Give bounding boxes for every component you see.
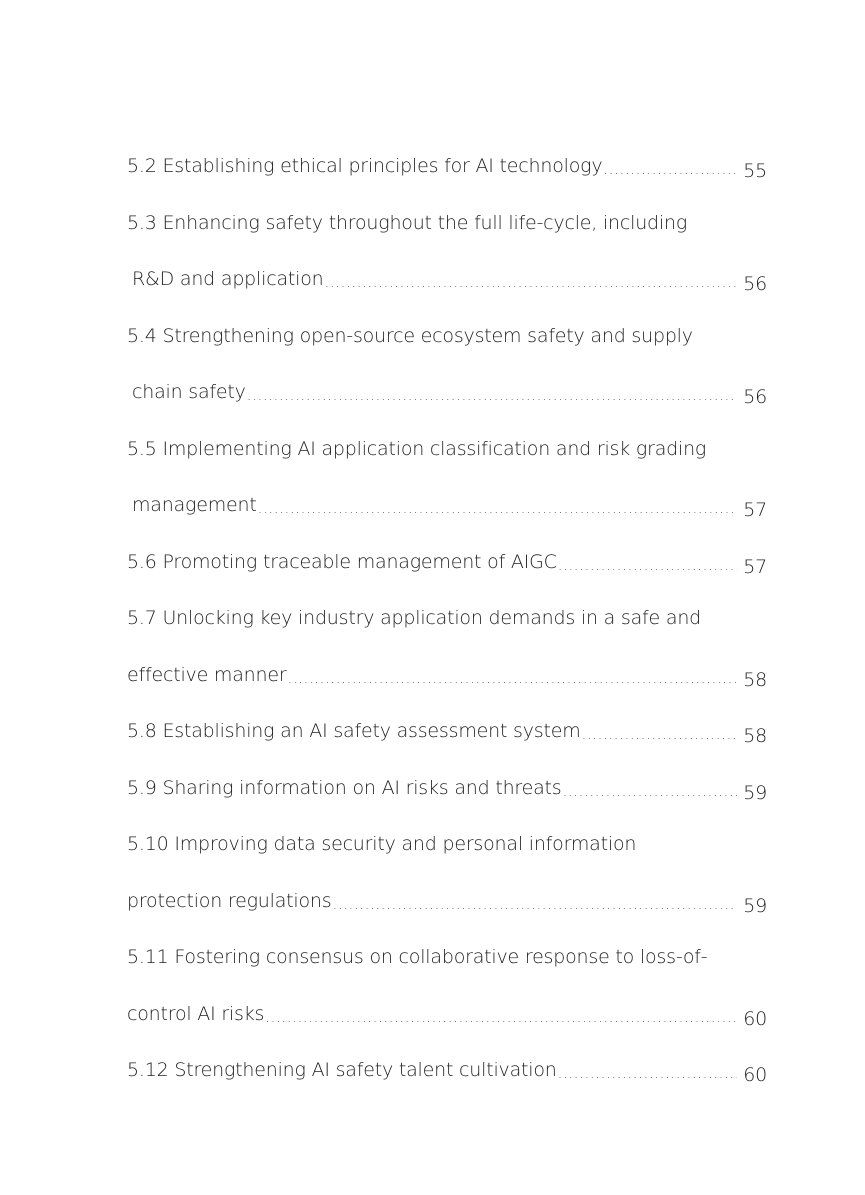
toc-entry-continuation[interactable] <box>127 873 767 930</box>
toc-entry-title: 5.4 Strengthening open-source ecosystem safety and supply <box>127 324 693 347</box>
toc-entry[interactable] <box>127 760 767 817</box>
toc-entry-title: 5.2 Establishing ethical principles for AI technology <box>127 155 603 178</box>
toc-page-number: 59 <box>743 781 767 804</box>
toc-page-number: 56 <box>743 386 767 409</box>
dot-leader <box>558 556 737 574</box>
toc-entry-title: 5.10 Improving data security and personal information <box>127 833 637 856</box>
table-of-contents <box>127 138 767 1099</box>
toc-entry-title: chain safety <box>132 381 246 404</box>
toc-entry[interactable] <box>127 1042 767 1099</box>
toc-page-number: 58 <box>743 668 767 691</box>
toc-entry[interactable] <box>127 703 767 760</box>
toc-entry[interactable] <box>127 929 767 986</box>
toc-page-number: 57 <box>743 555 767 578</box>
toc-entry-title: R&D and application <box>132 268 324 291</box>
toc-entry[interactable] <box>127 308 767 365</box>
toc-entry-continuation[interactable] <box>127 364 767 421</box>
toc-entry-continuation[interactable] <box>127 477 767 534</box>
toc-entry[interactable] <box>127 534 767 591</box>
toc-entry-title: 5.7 Unlocking key industry application demands in a safe and <box>127 607 702 630</box>
dot-leader <box>582 725 737 743</box>
dot-leader <box>258 499 737 517</box>
toc-entry[interactable] <box>127 421 767 478</box>
dot-leader <box>287 669 737 687</box>
toc-entry-title: 5.9 Sharing information on AI risks and threats <box>127 776 562 799</box>
toc-page-number: 60 <box>743 1007 767 1030</box>
toc-entry-title: effective manner <box>127 663 287 686</box>
dot-leader <box>563 782 737 800</box>
toc-page-number: 58 <box>743 725 767 748</box>
toc-entry[interactable] <box>127 195 767 252</box>
toc-entry-continuation[interactable] <box>127 251 767 308</box>
toc-entry-title: 5.3 Enhancing safety throughout the full life-cycle, including <box>127 211 688 234</box>
dot-leader <box>332 895 737 913</box>
toc-entry-continuation[interactable] <box>127 647 767 704</box>
toc-entry-title: 5.11 Fostering consensus on collaborative response to loss-of- <box>127 946 708 969</box>
dot-leader <box>603 160 737 178</box>
toc-entry-title: 5.8 Establishing an AI safety assessment system <box>127 720 581 743</box>
toc-entry-title: protection regulations <box>127 889 332 912</box>
dot-leader <box>247 386 737 404</box>
dot-leader <box>324 273 737 291</box>
toc-entry[interactable] <box>127 816 767 873</box>
toc-entry-title: 5.5 Implementing AI application classification and risk grading <box>127 437 707 460</box>
toc-entry-title: control AI risks <box>127 1002 265 1025</box>
toc-entry-title: 5.12 Strengthening AI safety talent cultivation <box>127 1059 557 1082</box>
toc-page-number: 55 <box>743 160 767 183</box>
toc-entry-continuation[interactable] <box>127 986 767 1043</box>
toc-entry-title: 5.6 Promoting traceable management of AIGC <box>127 550 557 573</box>
dot-leader <box>558 1064 737 1082</box>
toc-page-number: 56 <box>743 273 767 296</box>
toc-entry[interactable] <box>127 590 767 647</box>
toc-page-number: 59 <box>743 894 767 917</box>
toc-page-number: 60 <box>743 1064 767 1087</box>
toc-entry[interactable] <box>127 138 767 195</box>
dot-leader <box>265 1008 737 1026</box>
toc-page-number: 57 <box>743 499 767 522</box>
toc-entry-title: management <box>132 494 257 517</box>
